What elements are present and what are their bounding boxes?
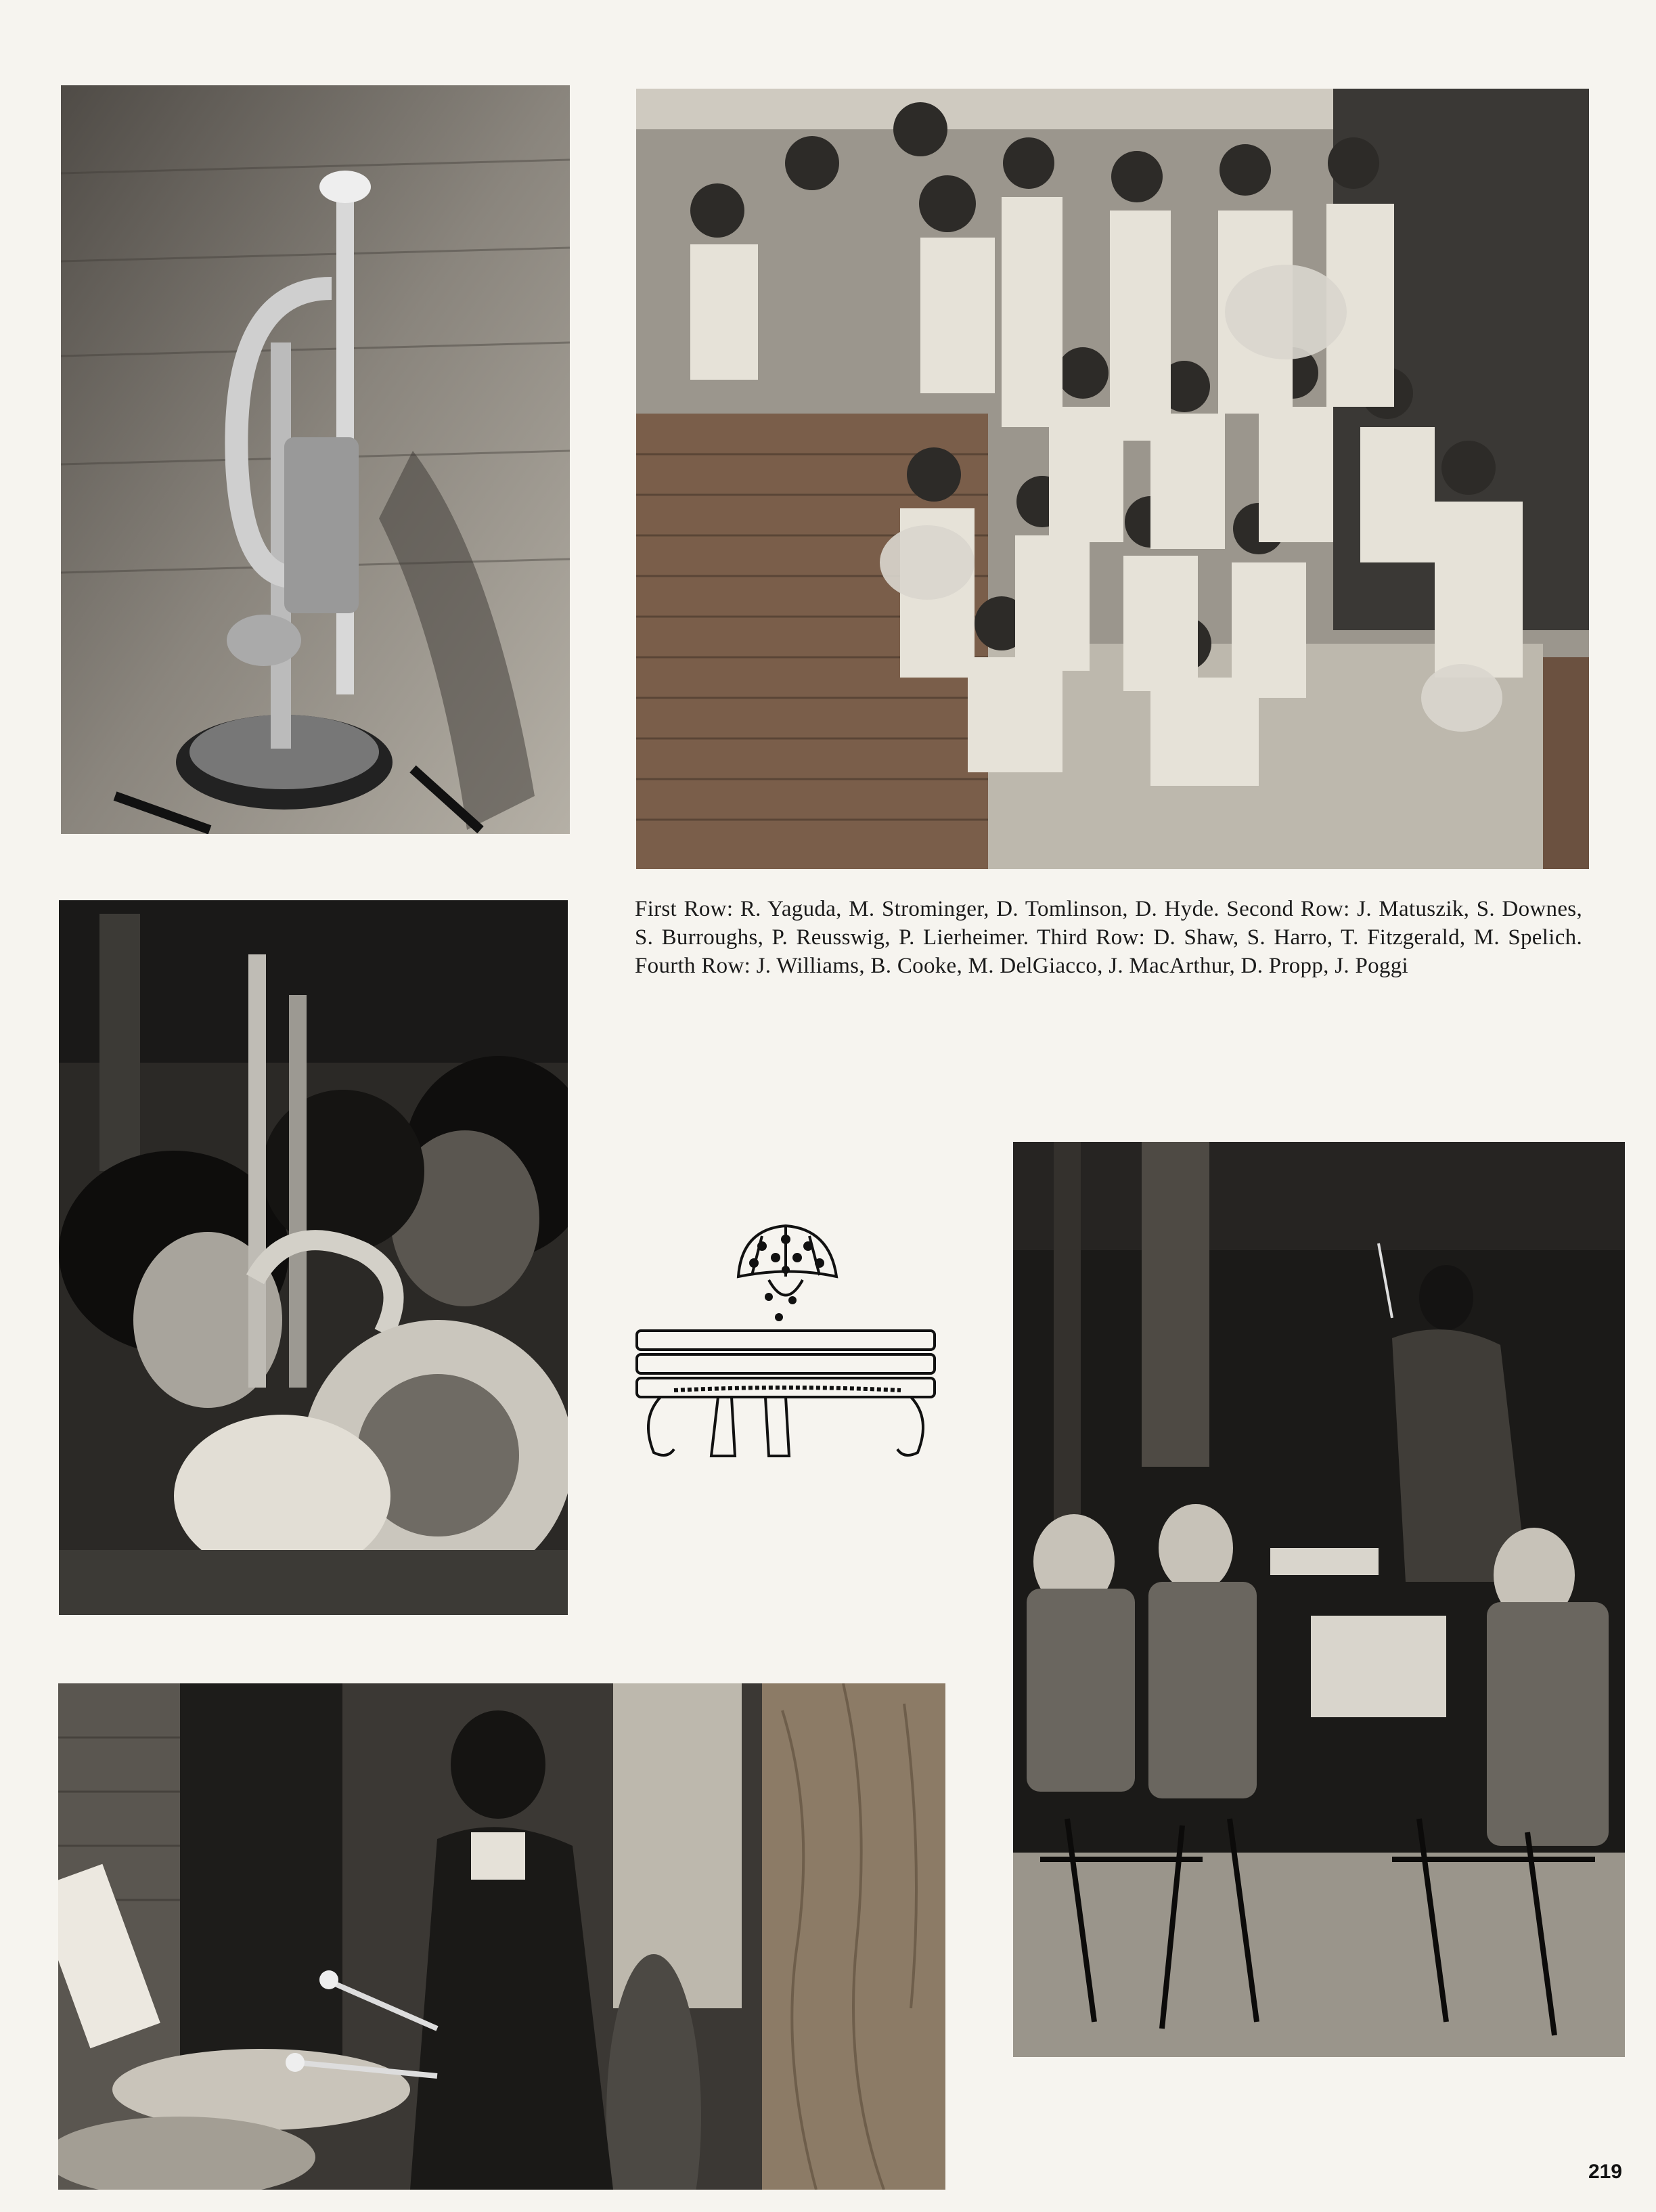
brass-group-photo: [636, 89, 1589, 869]
timpani-player-photo: [58, 1683, 945, 2190]
woodwind-horn-players-photo: [59, 900, 568, 1615]
umbrella-bench-illustration: [633, 1216, 938, 1473]
page-number: 219: [1588, 2161, 1622, 2183]
orchestra-conductor-photo: [1013, 1142, 1625, 2057]
group-photo-caption: First Row: R. Yaguda, M. Strominger, D. Tomlinson, D. Hyde. Second Row: J. Matuszik, S. Downes, S. Burroughs, P. Reusswig, P. Lierheimer. Third Row: D. Shaw, S. Harro, T. Fitzgerald, M. Spelich. Fourth Row: J. Williams, B. Cooke, M. DelGiacco, J. MacArthur, D. Propp, J. Poggi: [635, 897, 1582, 978]
trumpet-photo: [61, 85, 570, 834]
